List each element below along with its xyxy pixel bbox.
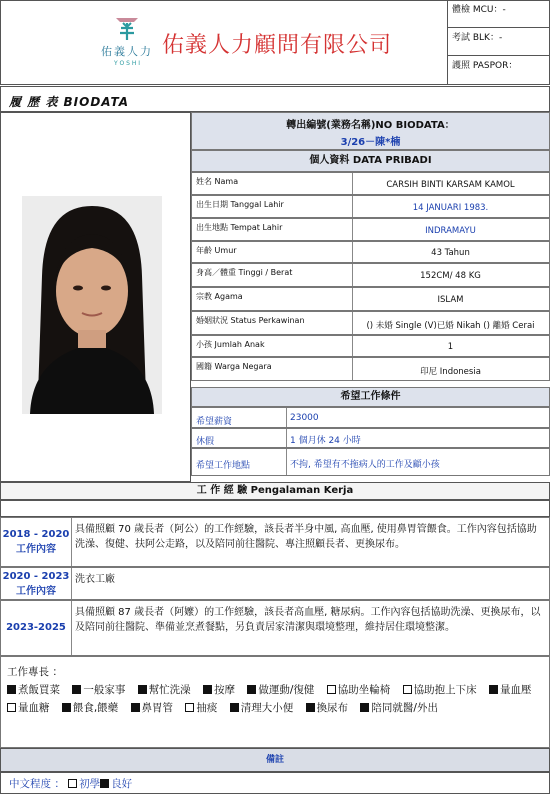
experience-text: 具備照顧 87 歲長者（阿嬤）的工作經驗，該長者高血壓, 糖尿病。工作內容包括協助洗澡、更換尿布，以及陪同前往醫院、準備並烹煮餐點，另負責居家清潔與環境整理，維持居住環境整潔。 (75, 607, 541, 633)
experience-years (1, 622, 71, 633)
field-row (191, 311, 550, 335)
field-row (191, 241, 550, 263)
field-value: CARSIH BINTI KARSAM KAMOL (386, 179, 515, 190)
biodata-no-label: 轉出編號(業務名稱)NO BIODATA： (286, 120, 455, 131)
wish-value: 23000 (290, 412, 319, 423)
checked-box-icon (72, 685, 81, 694)
wish-label: 希望薪資 (196, 416, 233, 427)
checked-box-icon (203, 685, 212, 694)
experience-year-range: 2020 - 2023 (2, 570, 70, 582)
skill-text: 量血糖 (18, 702, 50, 714)
chinese-level-text: 初學 (79, 778, 101, 790)
mcu-field: 體檢 MCU：- (448, 0, 550, 28)
field-value: 152CM/ 48 KG (420, 271, 481, 281)
skill-item (185, 702, 217, 714)
unchecked-box-icon (185, 703, 194, 712)
skill-item (247, 684, 314, 696)
skill-item (403, 684, 477, 696)
remark-row: 備註 (0, 748, 550, 772)
field-row (191, 172, 550, 195)
skill-item (306, 702, 349, 714)
field-label: 國籍 Warga Negara (196, 362, 272, 371)
wish-label: 休假 (196, 437, 215, 447)
checked-box-icon (306, 703, 315, 712)
biodata-no-value: 3/26－陳*楠 (340, 137, 401, 148)
skill-item (327, 684, 391, 696)
applicant-photo (22, 196, 162, 414)
skills-title: 工作專長 ： (7, 666, 63, 678)
wish-value: 1 個月休 24 小時 (290, 436, 361, 446)
unchecked-box-icon (403, 685, 412, 694)
skill-text: 量血壓 (499, 684, 532, 696)
experience-year-range: 2023-2025 (6, 622, 66, 633)
checked-box-icon (100, 779, 109, 788)
paspor-field: 護照 PASPOR： (452, 61, 518, 71)
skill-text: 按摩 (214, 684, 236, 696)
skill-item (72, 684, 125, 696)
skill-text: 煮飯買菜 (18, 684, 60, 696)
experience-year-range: 2018 - 2020 (2, 529, 70, 540)
checked-box-icon (489, 685, 498, 694)
unchecked-box-icon (327, 685, 336, 694)
field-row (191, 263, 550, 287)
field-label: 年齡 Umur (196, 246, 237, 255)
checked-box-icon (230, 703, 239, 712)
biodata-no-row (191, 112, 550, 150)
skill-text: 抽痰 (196, 702, 218, 714)
skill-item (7, 684, 60, 696)
wish-value: 不拘, 希望有不拖病人的工作及顧小孩 (290, 460, 440, 470)
wish-label: 希望工作地點 (196, 461, 251, 471)
skill-item (203, 684, 235, 696)
experience-row (0, 517, 550, 567)
skill-item (62, 702, 118, 714)
chinese-level-text: 良好 (111, 778, 133, 790)
skill-item (360, 702, 438, 714)
wish-divider (286, 429, 287, 447)
checked-box-icon (360, 703, 369, 712)
skills-list (7, 681, 543, 717)
field-label: 姓名 Nama (196, 177, 239, 186)
skill-item (489, 684, 532, 696)
skill-item (138, 684, 191, 696)
chinese-level-row (0, 772, 550, 794)
experience-text: 洗衣工廠 (75, 574, 115, 585)
field-label: 宗教 Agama (196, 292, 243, 301)
skill-item (131, 702, 174, 714)
company-logo (98, 14, 156, 70)
field-value: INDRAMAYU (425, 225, 476, 236)
unchecked-box-icon (7, 703, 16, 712)
experience-header: 工 作 經 驗 Pengalaman Kerja (0, 482, 550, 500)
chinese-level-label: 中文程度 ： (9, 778, 65, 790)
experience-row (0, 600, 550, 656)
field-value: 1 (447, 342, 454, 352)
unchecked-box-icon (68, 779, 77, 788)
skill-text: 一般家事 (83, 684, 126, 696)
skill-text: 做運動/復健 (258, 684, 315, 696)
field-label: 出生日期 Tanggal Lahir (196, 200, 284, 209)
field-label: 小孩 Jumlah Anak (196, 340, 265, 349)
company-name: 佑義人力顧問有限公司 (162, 33, 393, 58)
field-label: 出生地點 Tempat Lahir (196, 223, 283, 232)
wish-row (191, 448, 550, 476)
checked-box-icon (7, 685, 16, 694)
experience-row (0, 567, 550, 600)
checked-box-icon (247, 685, 256, 694)
logo-cn: 佑義人力 (101, 45, 153, 58)
field-value: 14 JANUARI 1983. (412, 202, 489, 213)
experience-years (1, 529, 71, 555)
wish-divider (286, 408, 287, 427)
skill-item (7, 702, 50, 714)
field-row (191, 195, 550, 218)
experience-divider (71, 568, 72, 599)
skill-text: 鼻胃管 (141, 702, 174, 714)
field-row (191, 287, 550, 311)
wish-divider (286, 449, 287, 475)
skill-text: 協助坐輪椅 (337, 684, 391, 696)
skill-text: 幫忙洗澡 (148, 684, 191, 696)
field-value: () 未婚 Single (V)已婚 Nikah () 離婚 Cerai (366, 321, 535, 331)
biodata-title-row (0, 86, 550, 112)
blk-field: 考試 BLK：- (448, 28, 550, 56)
experience-sub-label: 工作內容 (16, 585, 56, 597)
field-label: 身高／體重 Tinggi / Berat (196, 268, 293, 277)
skill-text: 餵食,餵藥 (72, 702, 119, 714)
field-row (191, 357, 550, 381)
portrait-image (22, 196, 162, 414)
skill-text: 換尿布 (316, 702, 349, 714)
checked-box-icon (62, 703, 71, 712)
field-value: 43 Tahun (431, 248, 470, 258)
experience-sub-label: 工作內容 (16, 544, 56, 555)
skill-text: 清理大小便 (240, 702, 294, 714)
experience-divider (71, 601, 72, 655)
field-label: 婚姻狀況 Status Perkawinan (196, 316, 305, 325)
skills-box (0, 656, 550, 748)
wish-header: 希望工作條件 (191, 387, 550, 407)
personal-header: 個人資料 DATA PRIBADI (191, 150, 550, 172)
biodata-title: 履 歷 表 BIODATA (9, 95, 129, 109)
skill-text: 陪同就醫/外出 (371, 702, 438, 714)
field-row (191, 335, 550, 357)
experience-divider (71, 518, 72, 566)
chinese-level-options (68, 778, 132, 790)
skill-item (230, 702, 294, 714)
field-value: ISLAM (437, 295, 464, 305)
field-value: 印尼 Indonesia (420, 367, 481, 377)
experience-text: 具備照顧 70 歲長者（阿公）的工作經驗，該長者半身中風, 高血壓, 使用鼻胃管餵食。工作內容包括協助洗澡、復健、扶阿公走路，以及陪同前往醫院、專注照顧長者、更換尿布。 (75, 524, 537, 550)
wish-row (191, 407, 550, 428)
field-row (191, 218, 550, 241)
experience-years (1, 571, 71, 597)
logo-icon (112, 14, 142, 42)
checked-box-icon (131, 703, 140, 712)
experience-spacer (0, 500, 550, 517)
wish-row (191, 428, 550, 448)
checked-box-icon (138, 685, 147, 694)
skill-text: 協助抱上下床 (413, 684, 477, 696)
logo-en: Y O S H I (113, 60, 141, 67)
